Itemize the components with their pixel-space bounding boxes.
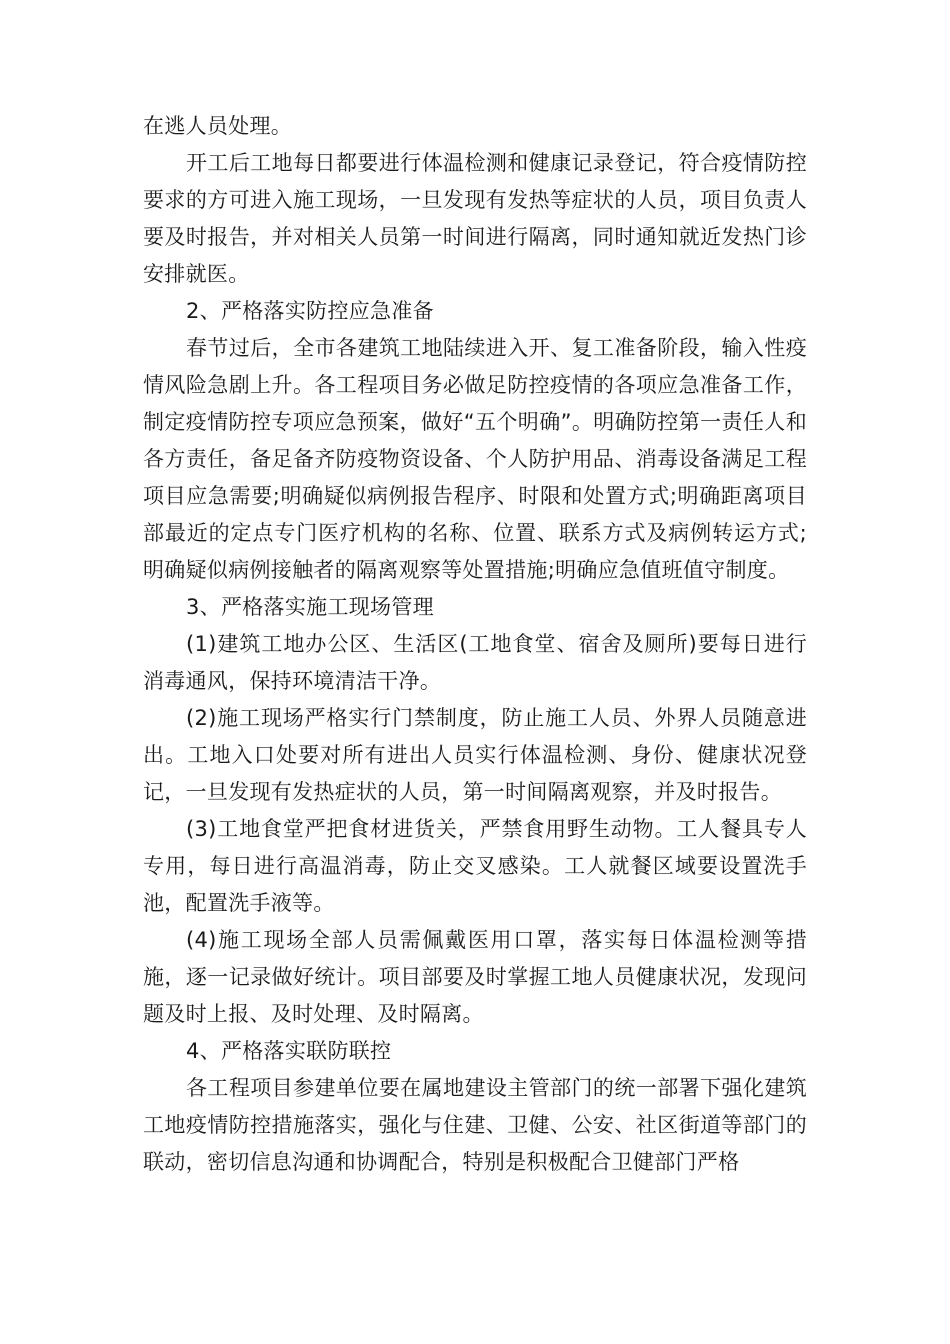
paragraph: (4)施工现场全部人员需佩戴医用口罩，落实每日体温检测等措施，逐一记录做好统计。项目部要及时掌握工地人员健康状况，发现问题及时上报、及时处理、及时隔离。: [143, 928, 807, 1026]
document-body: [143, 108, 807, 1181]
section-heading: 2、严格落实防控应急准备: [186, 299, 434, 323]
paragraph: 各工程项目参建单位要在属地建设主管部门的统一部署下强化建筑工地疫情防控措施落实，强化与住建、卫健、公安、社区街道等部门的联动，密切信息沟通和协调配合，特别是积极配合卫健部门严格: [143, 1076, 807, 1174]
paragraph: 开工后工地每日都要进行体温检测和健康记录登记，符合疫情防控要求的方可进入施工现场，一旦发现有发热等症状的人员，项目负责人要及时报告，并对相关人员第一时间进行隔离，同时通知就近发热门诊安排就医。: [143, 151, 807, 286]
section-heading: 3、严格落实施工现场管理: [186, 595, 434, 619]
paragraph: (2)施工现场严格实行门禁制度，防止施工人员、外界人员随意进出。工地入口处要对所有进出人员实行体温检测、身份、健康状况登记，一旦发现有发热症状的人员，第一时间隔离观察，并及时报告。: [143, 706, 807, 804]
paragraph: (1)建筑工地办公区、生活区(工地食堂、宿舍及厕所)要每日进行消毒通风，保持环境清洁干净。: [143, 632, 807, 693]
section-heading: 4、严格落实联防联控: [186, 1039, 392, 1063]
paragraph-continued: 在逃人员处理。: [143, 114, 293, 138]
paragraph: 春节过后，全市各建筑工地陆续进入开、复工准备阶段，输入性疫情风险急剧上升。各工程项目务必做足防控疫情的各项应急准备工作，制定疫情防控专项应急预案，做好“五个明确”。明确防控第一责任人和各方责任，备足备齐防疫物资设备、个人防护用品、消毒设备满足工程项目应急需要;明确疑似病例报告程序、时限和处置方式;明确距离项目部最近的定点专门医疗机构的名称、位置、联系方式及病例转运方式;明确疑似病例接触者的隔离观察等处置措施;明确应急值班值守制度。: [143, 336, 807, 582]
paragraph: (3)工地食堂严把食材进货关，严禁食用野生动物。工人餐具专人专用，每日进行高温消毒，防止交叉感染。工人就餐区域要设置洗手池，配置洗手液等。: [143, 817, 807, 915]
